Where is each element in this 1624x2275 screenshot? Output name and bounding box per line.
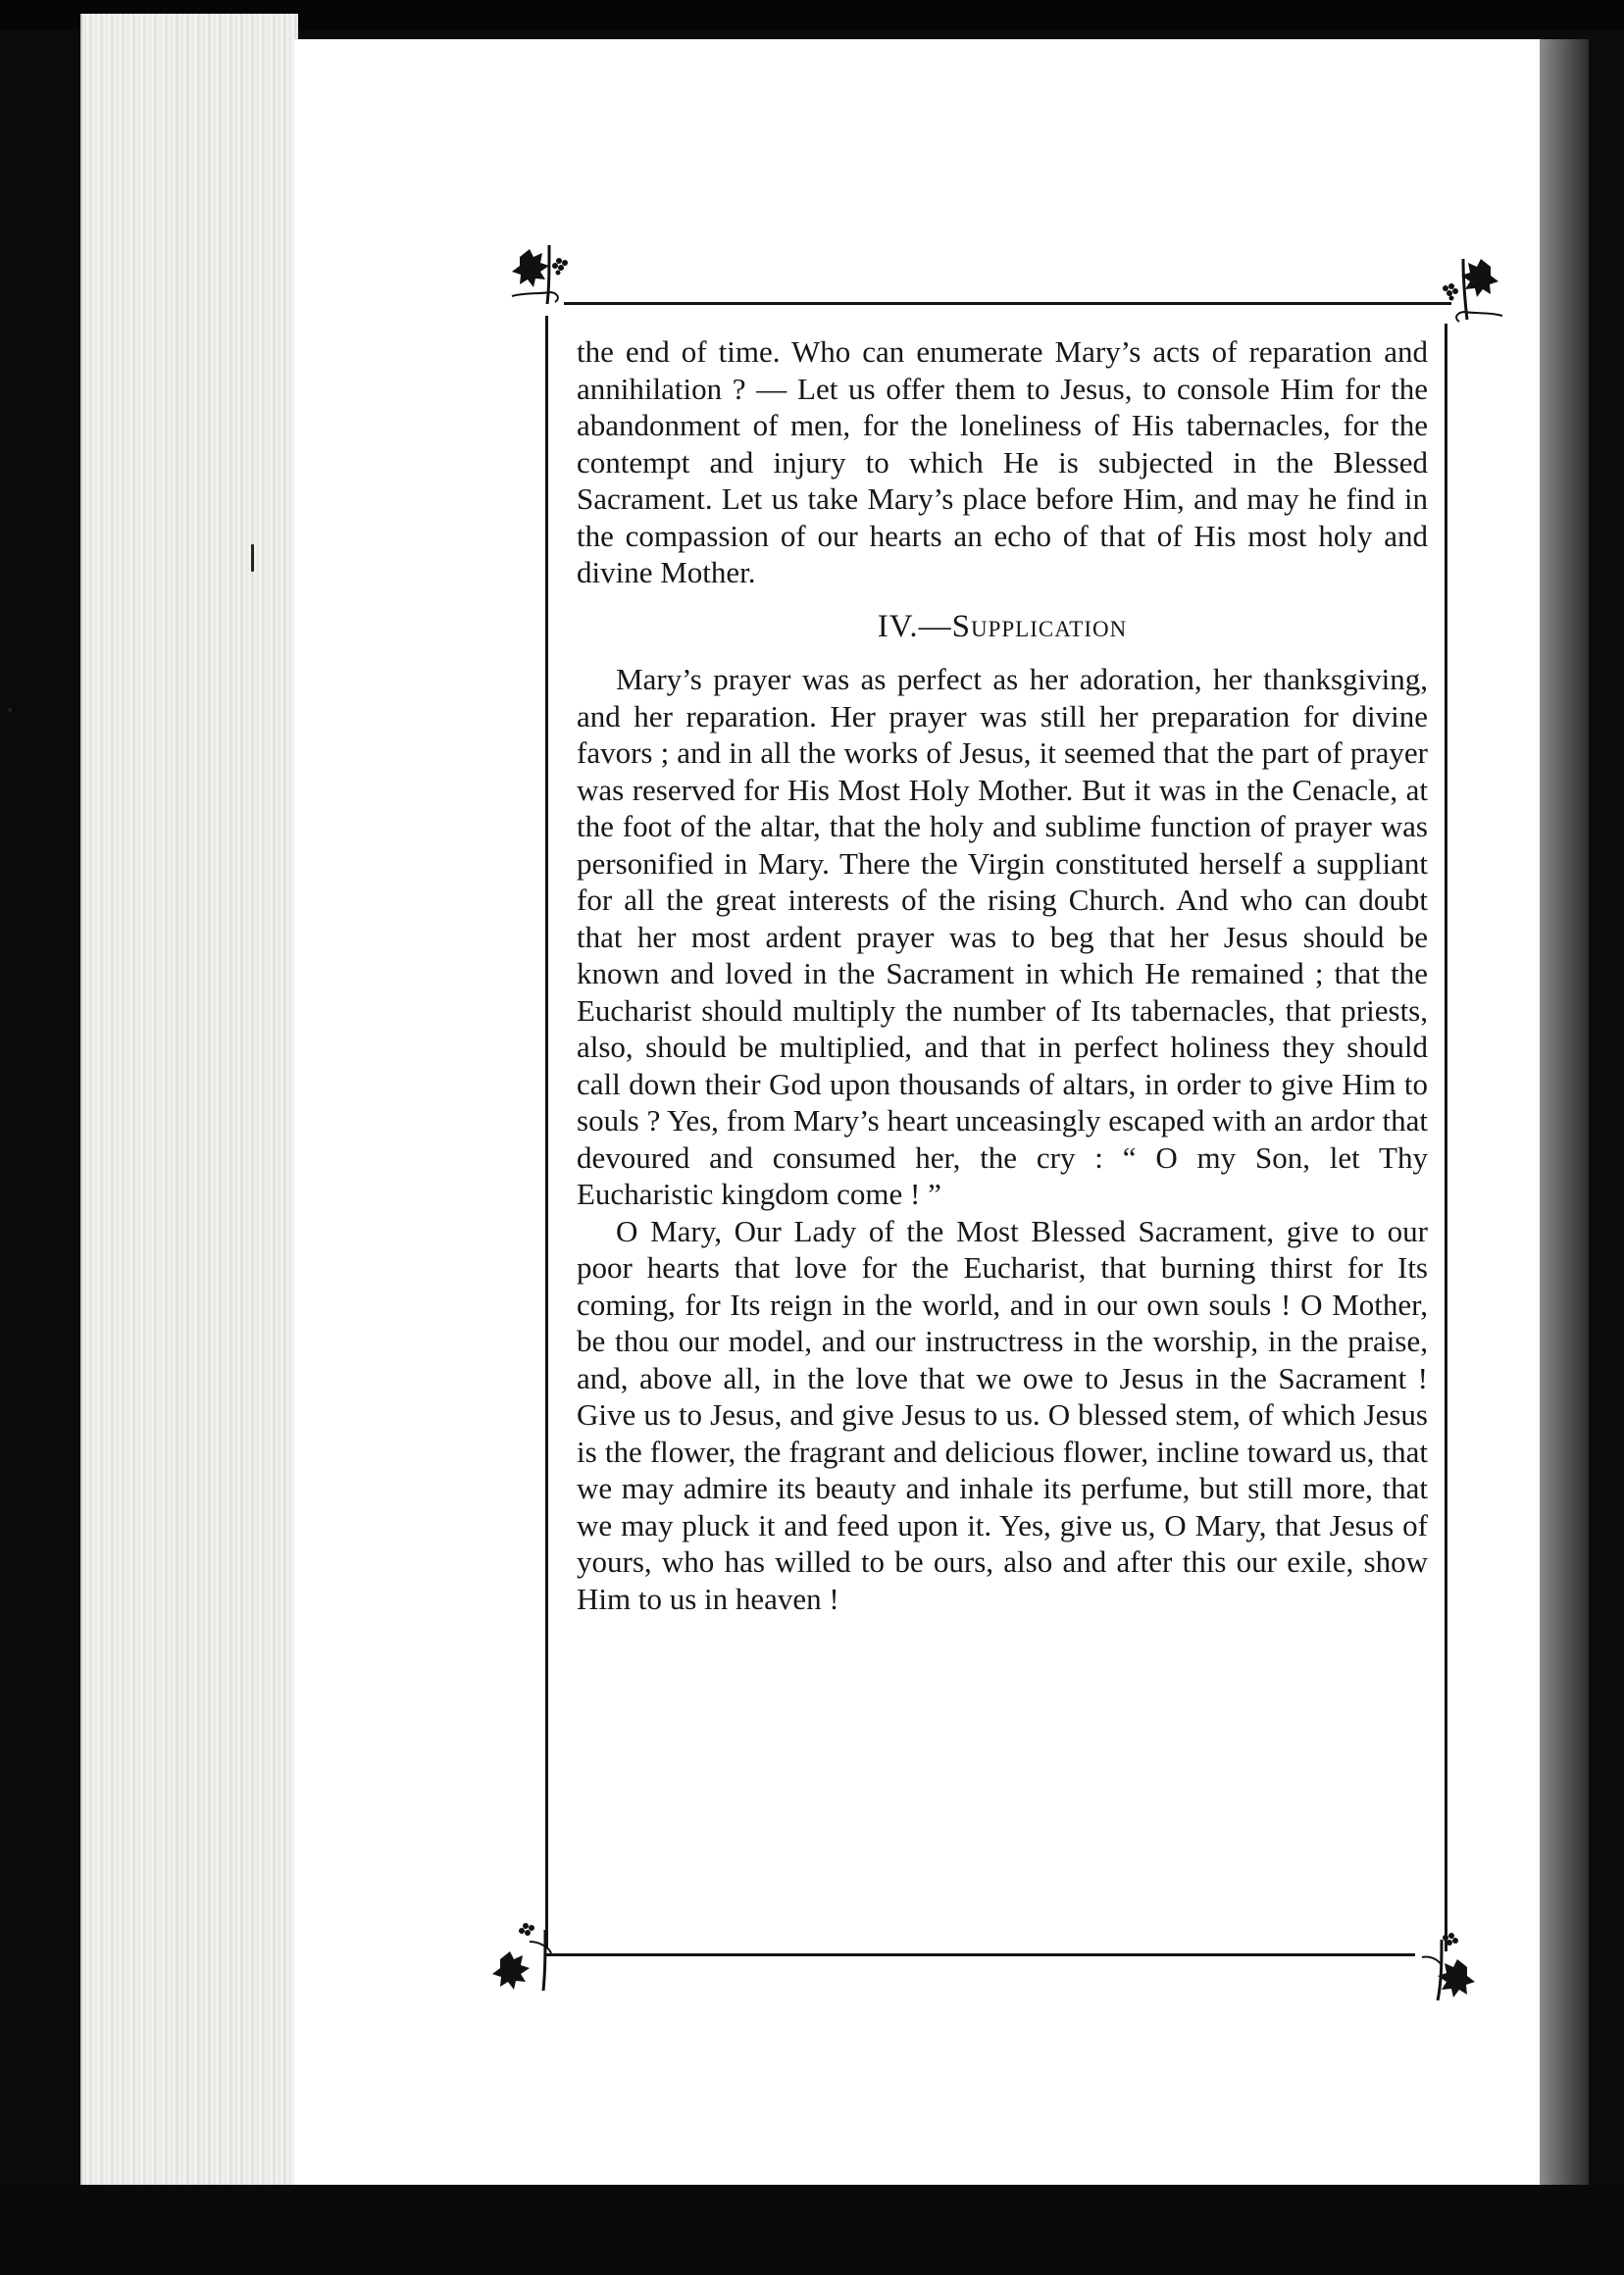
bottom-right-grape-leaf-icon [1412, 1928, 1491, 2006]
book-page-edges [80, 14, 298, 2186]
frame-left-rule [545, 316, 548, 1948]
prayer-paragraph: O Mary, Our Lady of the Most Blessed Sacrament, give to our poor hearts that love for the Eucharist, that burning thirst for Its coming, for Its reign in the world, and in our own souls ! O Mother, be thou our model, and our instructress in the worship, in the praise, and, above all, in the love that we owe to Jesus in the Sacrament ! Give us to Jesus, and give Jesus to us. O blessed stem, of which Jesus is the flower, the fragrant and delicious flower, incline toward us, that we may admire its beauty and inhale its perfume, but still more, that we may pluck it and feed upon it. Yes, give us, O Mary, that Jesus of yours, who has willed to be ours, also and after this our exile, show Him to us in heaven ! [577, 1213, 1428, 1616]
continued-paragraph: the end of time. Who can enumerate Mary’s acts of reparation and annihilation ? — Let us offer them to Jesus, to console Him for the abandonment of men, for the loneliness of His tabernacles, for the contempt and injury to which He is subjected in the Blessed Sacrament. Let us take Mary’s place before Him, and may he find in the compassion of our hearts an echo of that of His most holy and divine Mother. [577, 334, 1428, 589]
scan-bottom-border [0, 2185, 1624, 2275]
scan-speck [251, 544, 254, 572]
page-gutter-shadow [1540, 39, 1589, 2187]
supplication-paragraph: Mary’s prayer was as perfect as her adoration, her thanksgiving, and her reparation. Her prayer was still her preparation for divine favors ; and in all the works of Jesus, it seemed that the part of prayer was reserved for His Most Holy Mother. But it was in the Cenacle, at the foot of the altar, that the holy and sublime function of prayer was personified in Mary. There the Virgin constituted herself a suppliant for all the great interests of the rising Church. And who can doubt that her most ardent prayer was to beg that her Jesus should be known and loved in the Sacrament in which He remained ; that the Eucharist should multiply the number of Its tabernacles, that priests, also, should be multiplied, and that in perfect holiness they should call down their God upon thousands of altars, in order to give Him to souls ? Yes, from Mary’s heart unceasingly escaped with an ardor that devoured and consumed her, the cry : “ O my Son, let Thy Eucharistic kingdom come ! ” [577, 662, 1428, 1211]
scan-speck [8, 708, 12, 712]
page-text-block [577, 333, 1428, 1617]
frame-bottom-rule [544, 1953, 1415, 1956]
top-right-grape-leaf-icon [1430, 253, 1508, 331]
bottom-left-grape-leaf-icon [490, 1918, 569, 1997]
frame-right-rule [1445, 324, 1447, 1951]
top-left-grape-leaf-icon [506, 239, 584, 318]
section-heading: IV.—Supplication [877, 608, 1128, 644]
frame-top-rule [564, 302, 1451, 305]
